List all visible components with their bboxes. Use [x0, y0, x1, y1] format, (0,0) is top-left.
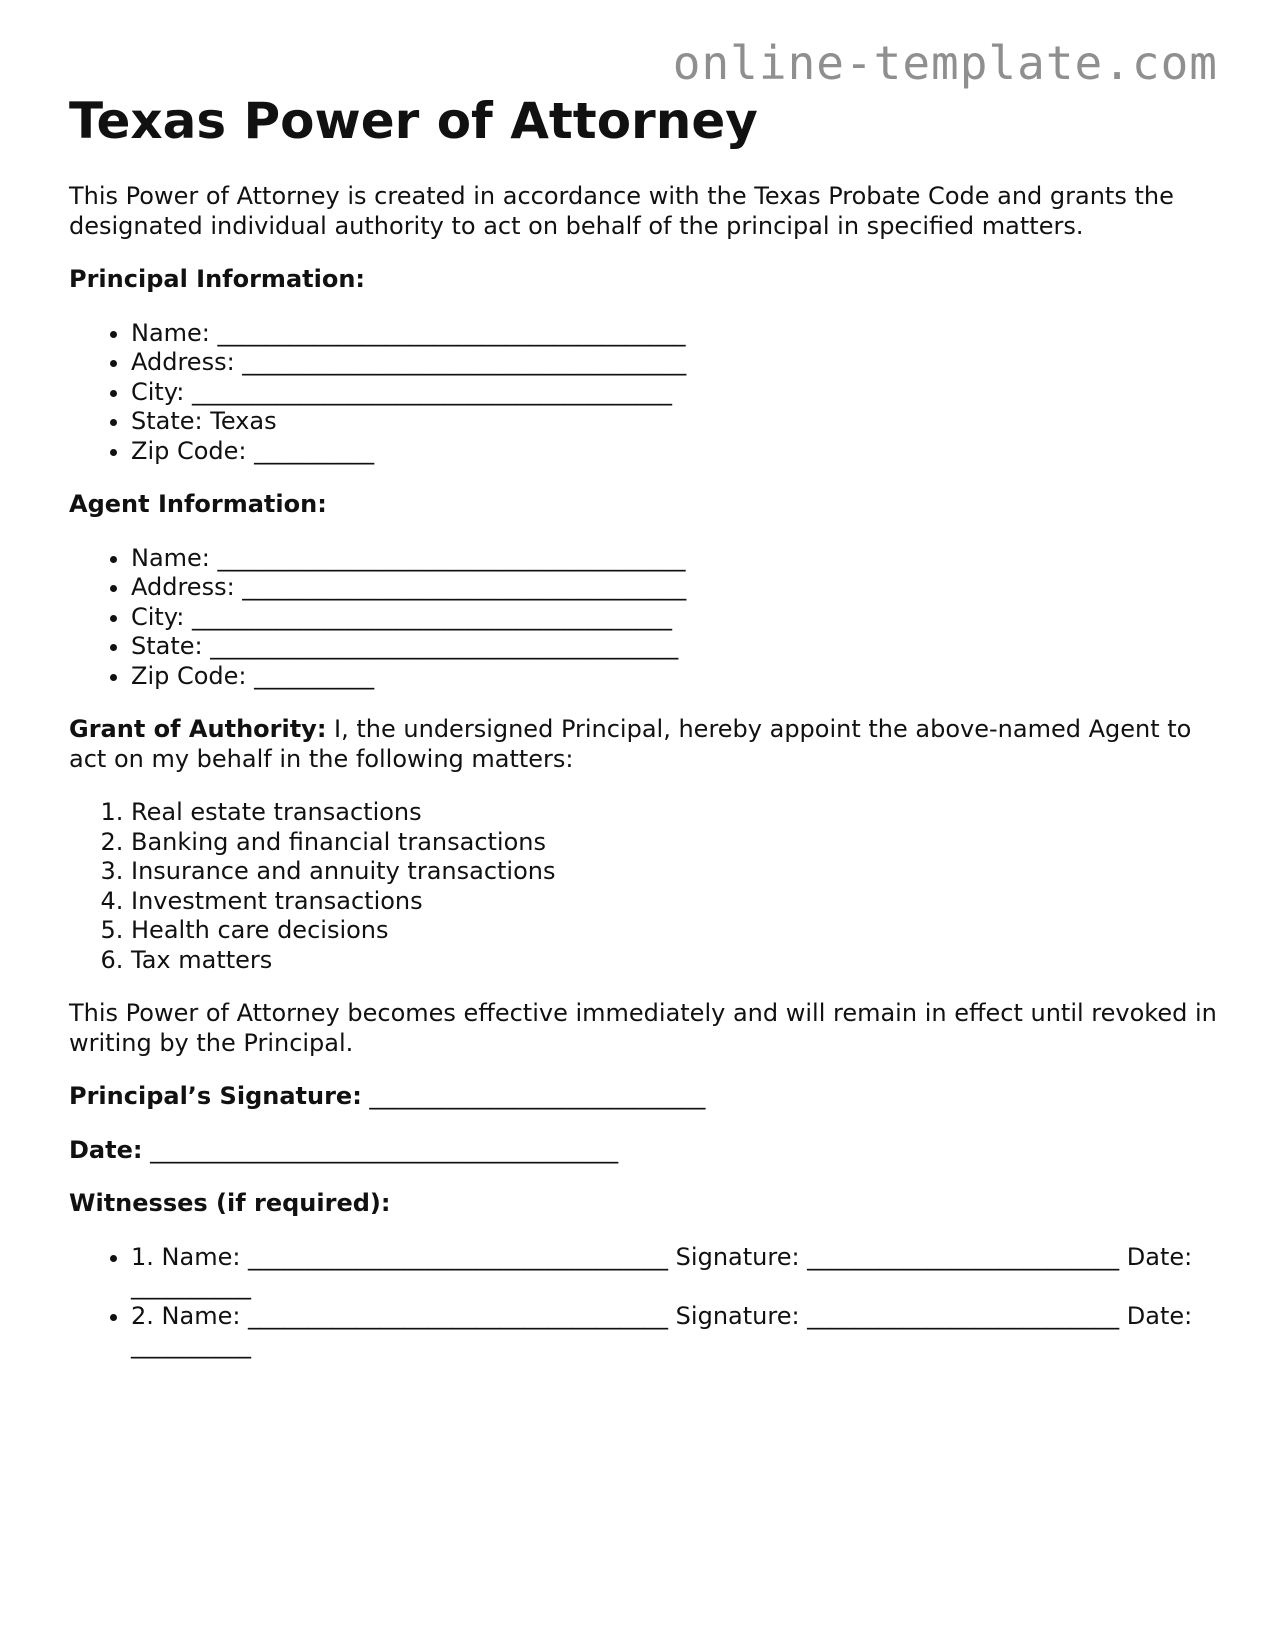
- agent-name-field: • Name: _______________________________________: [131, 544, 1219, 574]
- principal-city-field: • City: ________________________________________: [131, 378, 1219, 408]
- matters-list: [69, 798, 1219, 975]
- signature-label: Principal’s Signature:: [69, 1082, 362, 1110]
- principal-state-field: • State: Texas: [131, 407, 1219, 437]
- witness-list: [69, 1243, 1219, 1361]
- matter-item: 1. Real estate transactions: [131, 798, 1219, 828]
- date-label: Date:: [69, 1135, 143, 1164]
- grant-text: I, the undersigned Principal, hereby appoint the above-named Agent to act on my behalf in the following matters:: [69, 715, 1192, 773]
- agent-address-field: • Address: _____________________________________: [131, 573, 1219, 603]
- matter-item: 3. Insurance and annuity transactions: [131, 857, 1219, 887]
- grant-of-authority: [69, 715, 1219, 774]
- agent-fields: [69, 544, 1219, 692]
- principal-signature-line: [69, 1082, 1219, 1112]
- agent-city-field: • City: ________________________________________: [131, 603, 1219, 633]
- date-line: [69, 1136, 1219, 1166]
- principal-fields: [69, 319, 1219, 467]
- date-blank: _______________________________________: [142, 1135, 619, 1164]
- principal-zip-field: • Zip Code: __________: [131, 437, 1219, 467]
- matter-item: 2. Banking and financial transactions: [131, 828, 1219, 858]
- document-title: Texas Power of Attorney: [69, 92, 758, 150]
- matter-item: 5. Health care decisions: [131, 916, 1219, 946]
- witnesses-heading: Witnesses (if required):: [69, 1189, 391, 1217]
- witness-item: • 2. Name: ___________________________________ Signature: __________________________ Date: __________: [131, 1302, 1219, 1361]
- agent-state-field: • State: _______________________________________: [131, 632, 1219, 662]
- document-page: [69, 86, 1219, 1361]
- principal-heading: Principal Information:: [69, 265, 366, 293]
- effective-paragraph: This Power of Attorney becomes effective immediately and will remain in effect until revoked in writing by the Principal.: [69, 999, 1217, 1057]
- signature-blank: ____________________________: [361, 1082, 706, 1110]
- grant-label: Grant of Authority:: [69, 715, 327, 743]
- matter-item: 6. Tax matters: [131, 946, 1219, 976]
- intro-paragraph: This Power of Attorney is created in accordance with the Texas Probate Code and grants the designated individual authority to act on behalf of the principal in specified matters.: [69, 182, 1174, 240]
- agent-heading: Agent Information:: [69, 490, 327, 518]
- witness-item: • 1. Name: ___________________________________ Signature: __________________________ Date: __________: [131, 1243, 1219, 1302]
- principal-name-field: • Name: _______________________________________: [131, 319, 1219, 349]
- agent-zip-field: • Zip Code: __________: [131, 662, 1219, 692]
- principal-address-field: • Address: _____________________________________: [131, 348, 1219, 378]
- matter-item: 4. Investment transactions: [131, 887, 1219, 917]
- watermark: online-template.com: [672, 36, 1218, 90]
